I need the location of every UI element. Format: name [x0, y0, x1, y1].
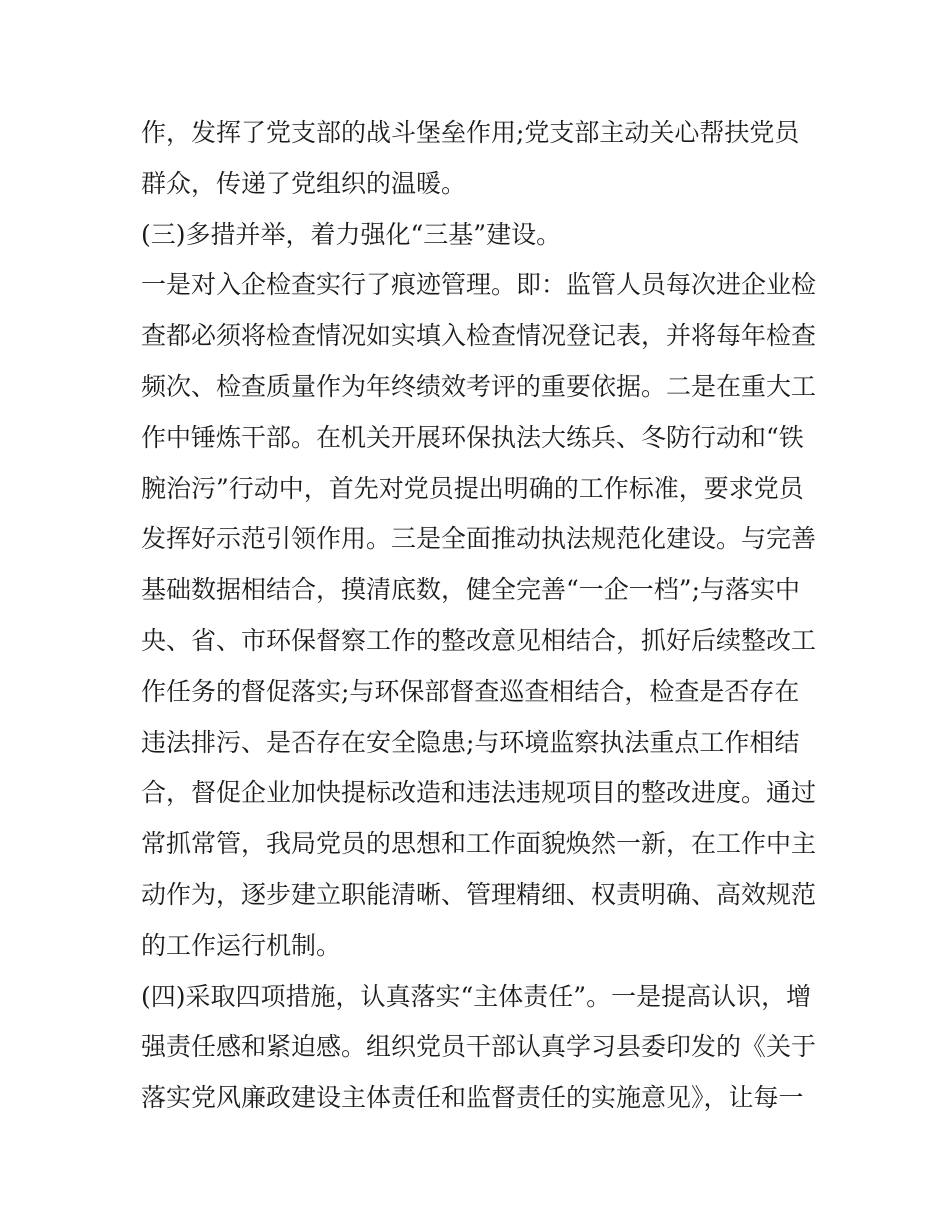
text-line: 强责任感和紧迫感。组织党员干部认真学习县委印发的《关于: [141, 1032, 817, 1062]
text-line: 作任务的督促落实;与环保部督查巡查相结合，检查是否存在: [141, 676, 800, 706]
text-line: 违法排污、是否存在安全隐患;与环境监察执法重点工作相结: [141, 727, 800, 757]
text-line: 群众，传递了党组织的温暖。: [141, 168, 467, 198]
text-line: 作中锤炼干部。在机关开展环保执法大练兵、冬防行动和“铁: [141, 422, 804, 452]
text-line: 央、省、市环保督察工作的整改意见相结合，抓好后续整改工: [141, 625, 817, 655]
section-heading: (四)采取四项措施，认真落实“主体责任”。一是提高认识，增: [141, 981, 812, 1011]
text-line: 一是对入企检查实行了痕迹管理。即：监管人员每次进企业检: [141, 270, 817, 300]
text-line: 频次、检查质量作为年终绩效考评的重要依据。二是在重大工: [141, 371, 817, 401]
text-line: 基础数据相结合，摸清底数，健全完善“一企一档”;与落实中: [141, 575, 800, 605]
section-heading: (三)多措并举，着力强化“三基”建设。: [141, 219, 562, 249]
text-line: 的工作运行机制。: [141, 930, 342, 960]
text-line: 常抓常管，我局党员的思想和工作面貌焕然一新，在工作中主: [141, 829, 817, 859]
text-line: 作，发挥了党支部的战斗堡垒作用;党支部主动关心帮扶党员: [141, 118, 800, 147]
text-line: 查都必须将检查情况如实填入检查情况登记表，并将每年检查: [141, 321, 817, 351]
text-line: 落实党风廉政建设主体责任和监督责任的实施意见》，让每一: [141, 1083, 804, 1113]
text-line: 合，督促企业加快提标改造和违法违规项目的整改进度。通过: [141, 778, 817, 808]
text-line: 腕治污”行动中，首先对党员提出明确的工作标准，要求党员: [141, 473, 804, 503]
text-line: 动作为，逐步建立职能清晰、管理精细、权责明确、高效规范: [141, 879, 817, 909]
body-text: [141, 108, 821, 1124]
text-line: 发挥好示范引领作用。三是全面推动执法规范化建设。与完善: [141, 524, 817, 554]
